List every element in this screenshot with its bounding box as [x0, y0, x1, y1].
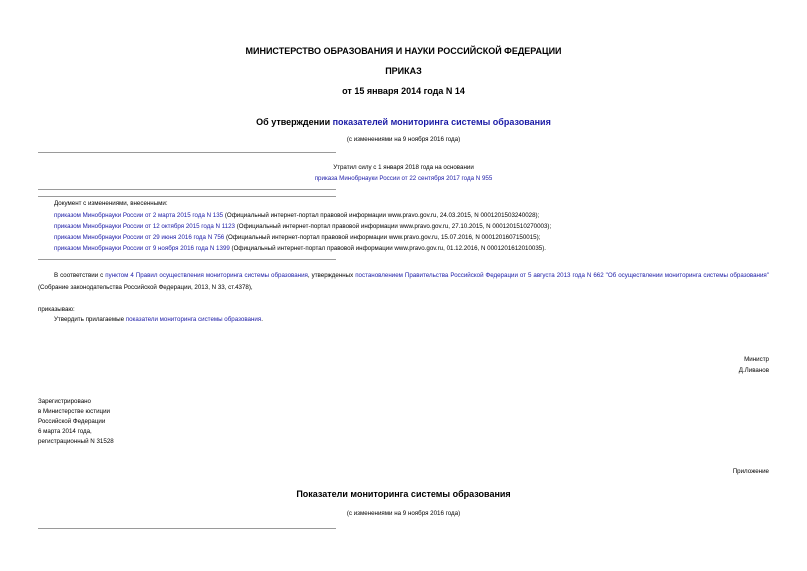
amendment-link[interactable]: приказом Минобрнауки России от 2 марта 2015 года N 135 [54, 212, 224, 219]
list-item [54, 222, 551, 231]
indicators-link[interactable]: показатели мониторинга системы образования [125, 316, 262, 323]
registration-line: в Министерстве юстиции [38, 408, 111, 415]
registration-line: Зарегистрировано [38, 398, 91, 405]
approve-paragraph: Утвердить прилагаемые показатели мониторинга системы образования. [54, 316, 263, 323]
divider [38, 152, 336, 153]
list-item [54, 211, 539, 220]
amendment-source: (Официальный интернет-портал правовой информации www.pravo.gov.ru, 27.10.2015, N 0001201510270003); [235, 223, 552, 230]
rules-link[interactable]: пунктом 4 Правил осуществления мониторинга системы образования [105, 272, 308, 279]
amendment-source: (Официальный интернет-портал правовой информации www.pravo.gov.ru, 24.03.2015, N 0001201503240028); [223, 212, 540, 219]
amendment-source: (Официальный интернет-портал правовой информации www.pravo.gov.ru, 01.12.2016, N 0001201612010035). [229, 245, 547, 252]
document-type: ПРИКАЗ [385, 66, 422, 76]
amendment-source: (Официальный интернет-портал правовой информации www.pravo.gov.ru, 15.07.2016, N 0001201607150015); [224, 234, 541, 241]
amendment-link[interactable]: приказом Минобрнауки России от 29 июня 2016 года N 756 [54, 234, 225, 241]
title-link[interactable]: показателей мониторинга системы образования [332, 117, 551, 127]
document-date-number: от 15 января 2014 года N 14 [342, 86, 465, 96]
status-line: Утратил силу с 1 января 2018 года на основании [333, 164, 474, 171]
amendment-link[interactable]: приказом Минобрнауки России от 9 ноября 2016 года N 1399 [54, 245, 230, 252]
government-decree-link[interactable]: постановлением Правительства Российской Федерации от 5 августа 2013 года N 662 "Об осуществлении мониторинга системы образования" [355, 272, 769, 279]
divider [38, 528, 336, 529]
signatory-name: Д.Ливанов [738, 367, 769, 374]
registration-line: регистрационный N 31528 [38, 438, 114, 445]
amendments-heading: Документ с изменениями, внесенными: [54, 200, 168, 207]
registration-line: 6 марта 2014 года, [38, 428, 92, 435]
registration-line: Российской Федерации [38, 418, 106, 425]
repeal-order-link[interactable]: приказа Минобрнауки России от 22 сентября 2017 года N 955 [314, 175, 493, 182]
amendment-link[interactable]: приказом Минобрнауки России от 12 октября 2015 года N 1123 [54, 223, 235, 230]
appendix-title: Показатели мониторинга системы образования [296, 489, 511, 499]
preamble-paragraph: В соответствии с пунктом 4 Правил осуществления мониторинга системы образования, утвержденных постановлением Правительства Российской Федерации от 5 августа 2013 года N 662 "Об осуществлении мониторинга системы образования" (Собрание законодательства Российской Федерации, 2013, N 33, ст.4378), [38, 272, 769, 291]
appendix-label: Приложение [732, 468, 769, 475]
ministry-heading: МИНИСТЕРСТВО ОБРАЗОВАНИЯ И НАУКИ РОССИЙСКОЙ ФЕДЕРАЦИИ [245, 46, 562, 56]
divider [38, 259, 336, 260]
title-changes-note: (с изменениями на 9 ноября 2016 года) [346, 136, 461, 143]
order-word: приказываю: [38, 306, 75, 313]
list-item [54, 233, 540, 242]
signatory-role: Министр [744, 356, 769, 363]
divider [38, 189, 336, 190]
divider [38, 196, 336, 197]
status-link-line [0, 174, 807, 183]
title-prefix: Об утверждении [256, 117, 333, 127]
appendix-changes-note: (с изменениями на 9 ноября 2016 года) [346, 510, 461, 517]
document-title [0, 117, 807, 127]
list-item [54, 244, 546, 253]
